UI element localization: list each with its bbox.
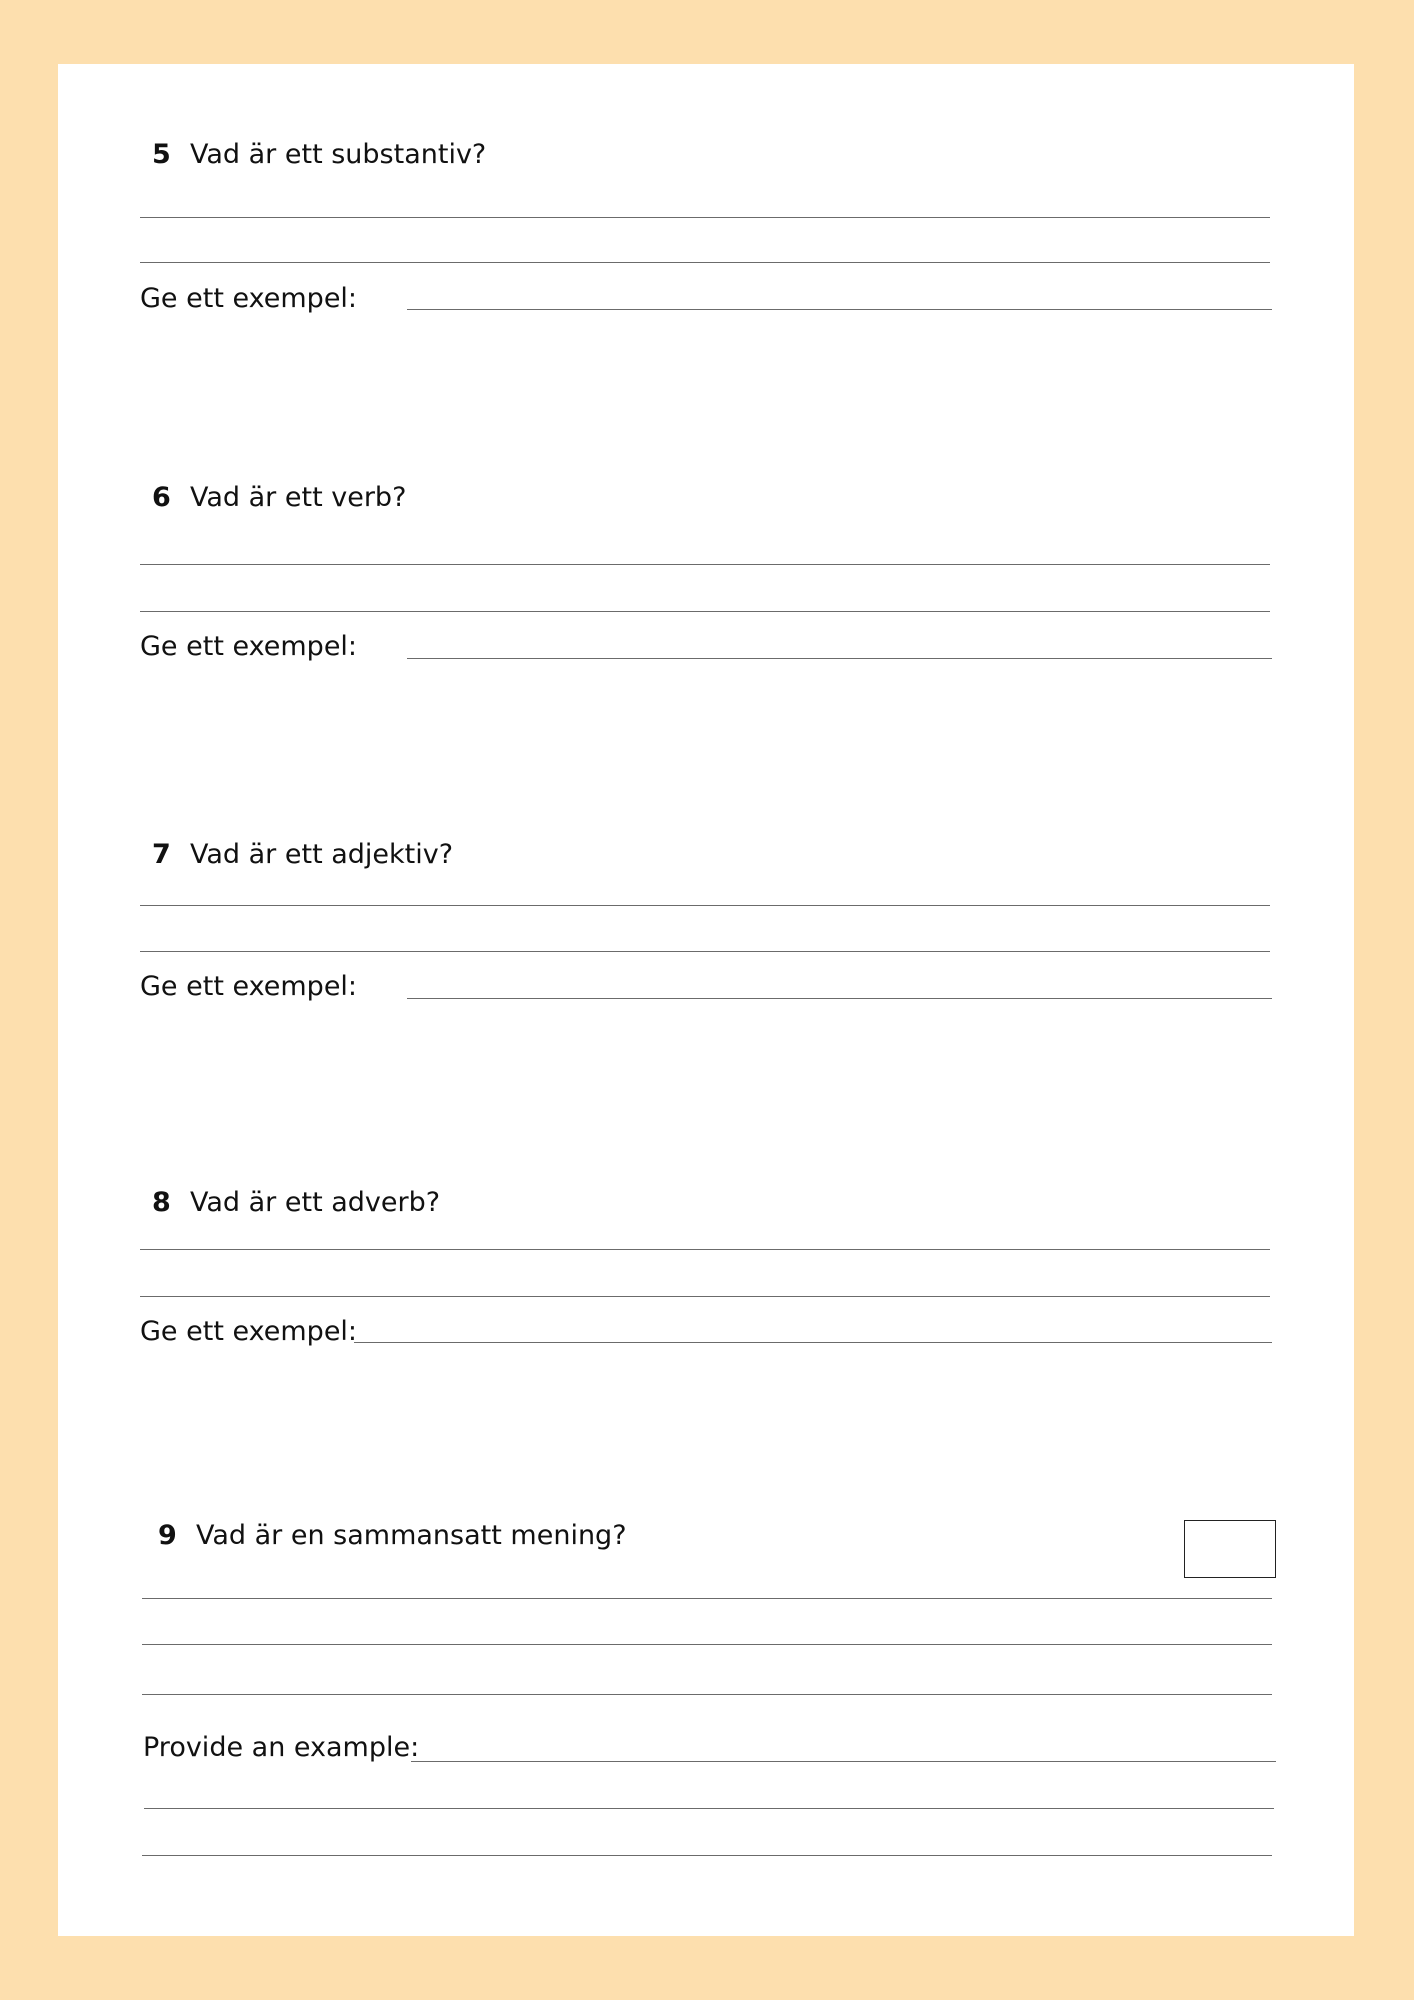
example-label: Ge ett exempel: <box>140 631 358 662</box>
answer-line[interactable] <box>142 1598 1272 1599</box>
answer-line[interactable] <box>142 1644 1272 1645</box>
answer-line[interactable] <box>144 1808 1274 1809</box>
example-line[interactable] <box>407 658 1272 659</box>
answer-line[interactable] <box>140 1249 1270 1250</box>
worksheet-page <box>58 64 1354 1936</box>
example-line[interactable] <box>411 1761 1276 1762</box>
question-number: 7 <box>152 839 171 870</box>
question-number: 5 <box>152 139 171 170</box>
example-line[interactable] <box>407 998 1272 999</box>
example-line[interactable] <box>354 1342 1272 1343</box>
question-text: Vad är ett adjektiv? <box>190 839 454 870</box>
example-label: Ge ett exempel: <box>140 283 358 314</box>
question-text: Vad är ett verb? <box>190 482 407 513</box>
example-label: Ge ett exempel: <box>140 971 358 1002</box>
example-label: Provide an example: <box>143 1732 420 1763</box>
answer-line[interactable] <box>140 1296 1270 1297</box>
question-text: Vad är ett adverb? <box>190 1187 441 1218</box>
answer-line[interactable] <box>140 217 1270 218</box>
question-number: 9 <box>158 1520 177 1551</box>
answer-line[interactable] <box>140 262 1270 263</box>
answer-line[interactable] <box>142 1694 1272 1695</box>
score-box[interactable] <box>1184 1520 1276 1578</box>
answer-line[interactable] <box>140 905 1270 906</box>
answer-line[interactable] <box>140 564 1270 565</box>
answer-line[interactable] <box>140 611 1270 612</box>
answer-line[interactable] <box>140 951 1270 952</box>
question-number: 8 <box>152 1187 171 1218</box>
question-text: Vad är ett substantiv? <box>190 139 487 170</box>
question-text: Vad är en sammansatt mening? <box>196 1520 627 1551</box>
example-line[interactable] <box>407 309 1272 310</box>
example-label: Ge ett exempel: <box>140 1316 358 1347</box>
question-number: 6 <box>152 482 171 513</box>
answer-line[interactable] <box>142 1855 1272 1856</box>
